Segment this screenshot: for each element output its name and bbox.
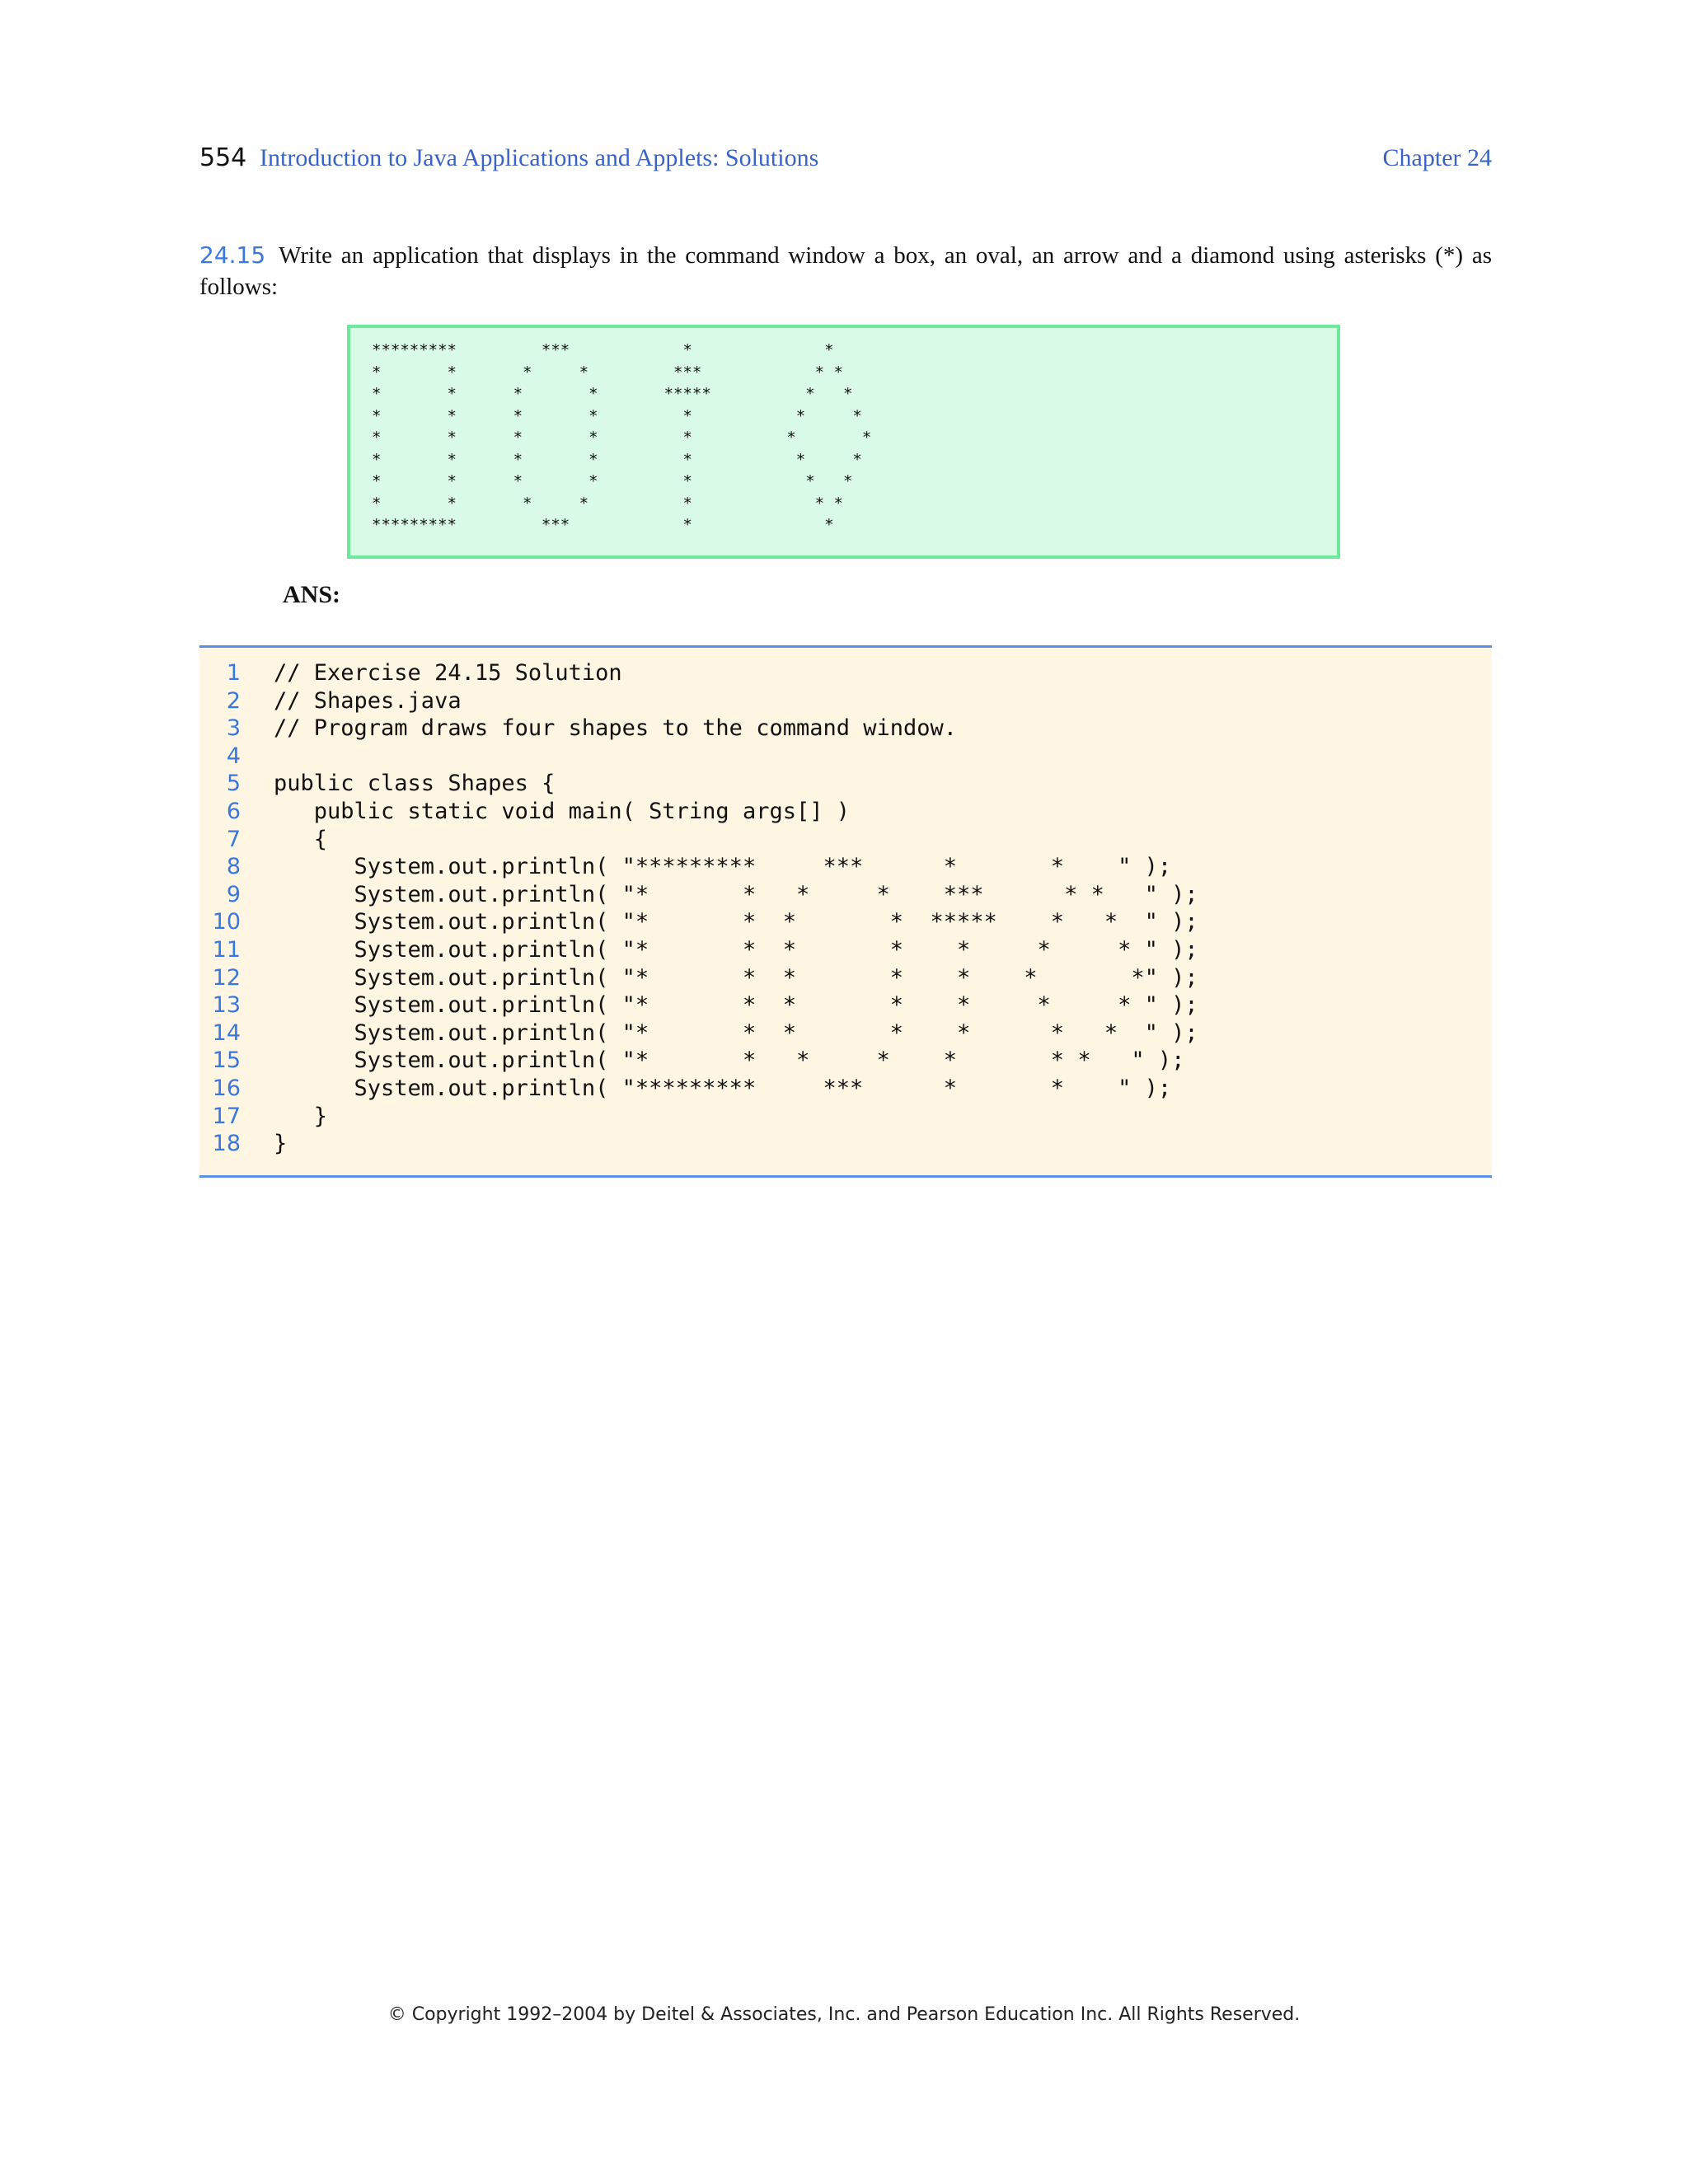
line-number: 18	[212, 1131, 241, 1157]
line-number: 4	[226, 743, 241, 769]
page-number: 554	[199, 143, 247, 172]
output-line: ********* *** * *	[372, 516, 834, 534]
code-line: System.out.println( "********* *** * * " );	[274, 1075, 1172, 1101]
line-number: 11	[212, 936, 241, 963]
line-number: 14	[212, 1019, 241, 1046]
code-line: System.out.println( "* * * * * * * " );	[274, 936, 1198, 963]
code-line	[274, 743, 1198, 771]
code-line: System.out.println( "* * * * ***** * * " );	[274, 909, 1198, 935]
exercise-number: 24.15	[199, 241, 266, 269]
copyright-footer: © Copyright 1992–2004 by Deitel & Associates, Inc. and Pearson Education Inc. All Rights Reserved.	[387, 2004, 1301, 2025]
code-line: System.out.println( "* * * * * * * " );	[274, 1047, 1185, 1074]
code-line: // Exercise 24.15 Solution	[274, 660, 622, 686]
output-line: * * * * * * *	[372, 406, 862, 425]
code-line: System.out.println( "* * * * * * * " );	[274, 1019, 1198, 1046]
code-line: }	[274, 1103, 328, 1129]
output-line: ********* *** * *	[372, 341, 834, 359]
line-number: 9	[226, 881, 241, 907]
code-line: // Shapes.java	[274, 687, 462, 714]
line-number: 10	[212, 909, 241, 935]
line-number: 3	[226, 715, 241, 742]
line-number: 8	[226, 854, 241, 880]
exercise-text: Write an application that displays in the command window a box, an oval, an arrow and a diamond using asterisks (*) as follows:	[199, 242, 1492, 300]
code-line: System.out.println( "* * * * * * * " );	[274, 992, 1198, 1019]
output-line: * * * * * * *	[372, 494, 843, 513]
line-number: 5	[226, 771, 241, 797]
chapter-label: Chapter 24	[1382, 144, 1492, 171]
output-line: * * * * ***** * *	[372, 385, 853, 403]
code-line: public class Shapes {	[274, 771, 556, 797]
code-line: System.out.println( "* * * * *** * * " );	[274, 881, 1198, 907]
code-lines	[274, 659, 1198, 1158]
code-line: System.out.println( "********* *** * * " );	[274, 854, 1172, 880]
line-numbers	[199, 659, 241, 1158]
line-number: 1	[226, 660, 241, 686]
line-number: 7	[226, 826, 241, 852]
code-listing	[199, 645, 1492, 1178]
output-line: * * * * * * *	[372, 429, 872, 447]
output-line: * * * * * * *	[372, 472, 853, 490]
exercise-statement	[199, 240, 1492, 302]
sample-output-box	[347, 325, 1340, 559]
line-number: 2	[226, 687, 241, 714]
code-line: // Program draws four shapes to the command window.	[274, 715, 958, 742]
line-number: 6	[226, 798, 241, 824]
line-number: 13	[212, 992, 241, 1019]
chapter-title: Introduction to Java Applications and Applets: Solutions	[260, 144, 819, 171]
line-number: 17	[212, 1103, 241, 1129]
line-number: 12	[212, 964, 241, 991]
output-line: * * * * * * *	[372, 450, 862, 469]
code-line: System.out.println( "* * * * * * *" );	[274, 964, 1198, 991]
code-line: {	[274, 826, 328, 852]
line-number: 16	[212, 1075, 241, 1101]
output-line: * * * * *** * *	[372, 363, 843, 382]
page-header	[199, 140, 1492, 176]
sample-output	[372, 340, 871, 537]
code-line: public static void main( String args[] )	[274, 798, 850, 824]
answer-label: ANS:	[283, 581, 341, 608]
code-line: }	[274, 1131, 288, 1157]
line-number: 15	[212, 1047, 241, 1074]
